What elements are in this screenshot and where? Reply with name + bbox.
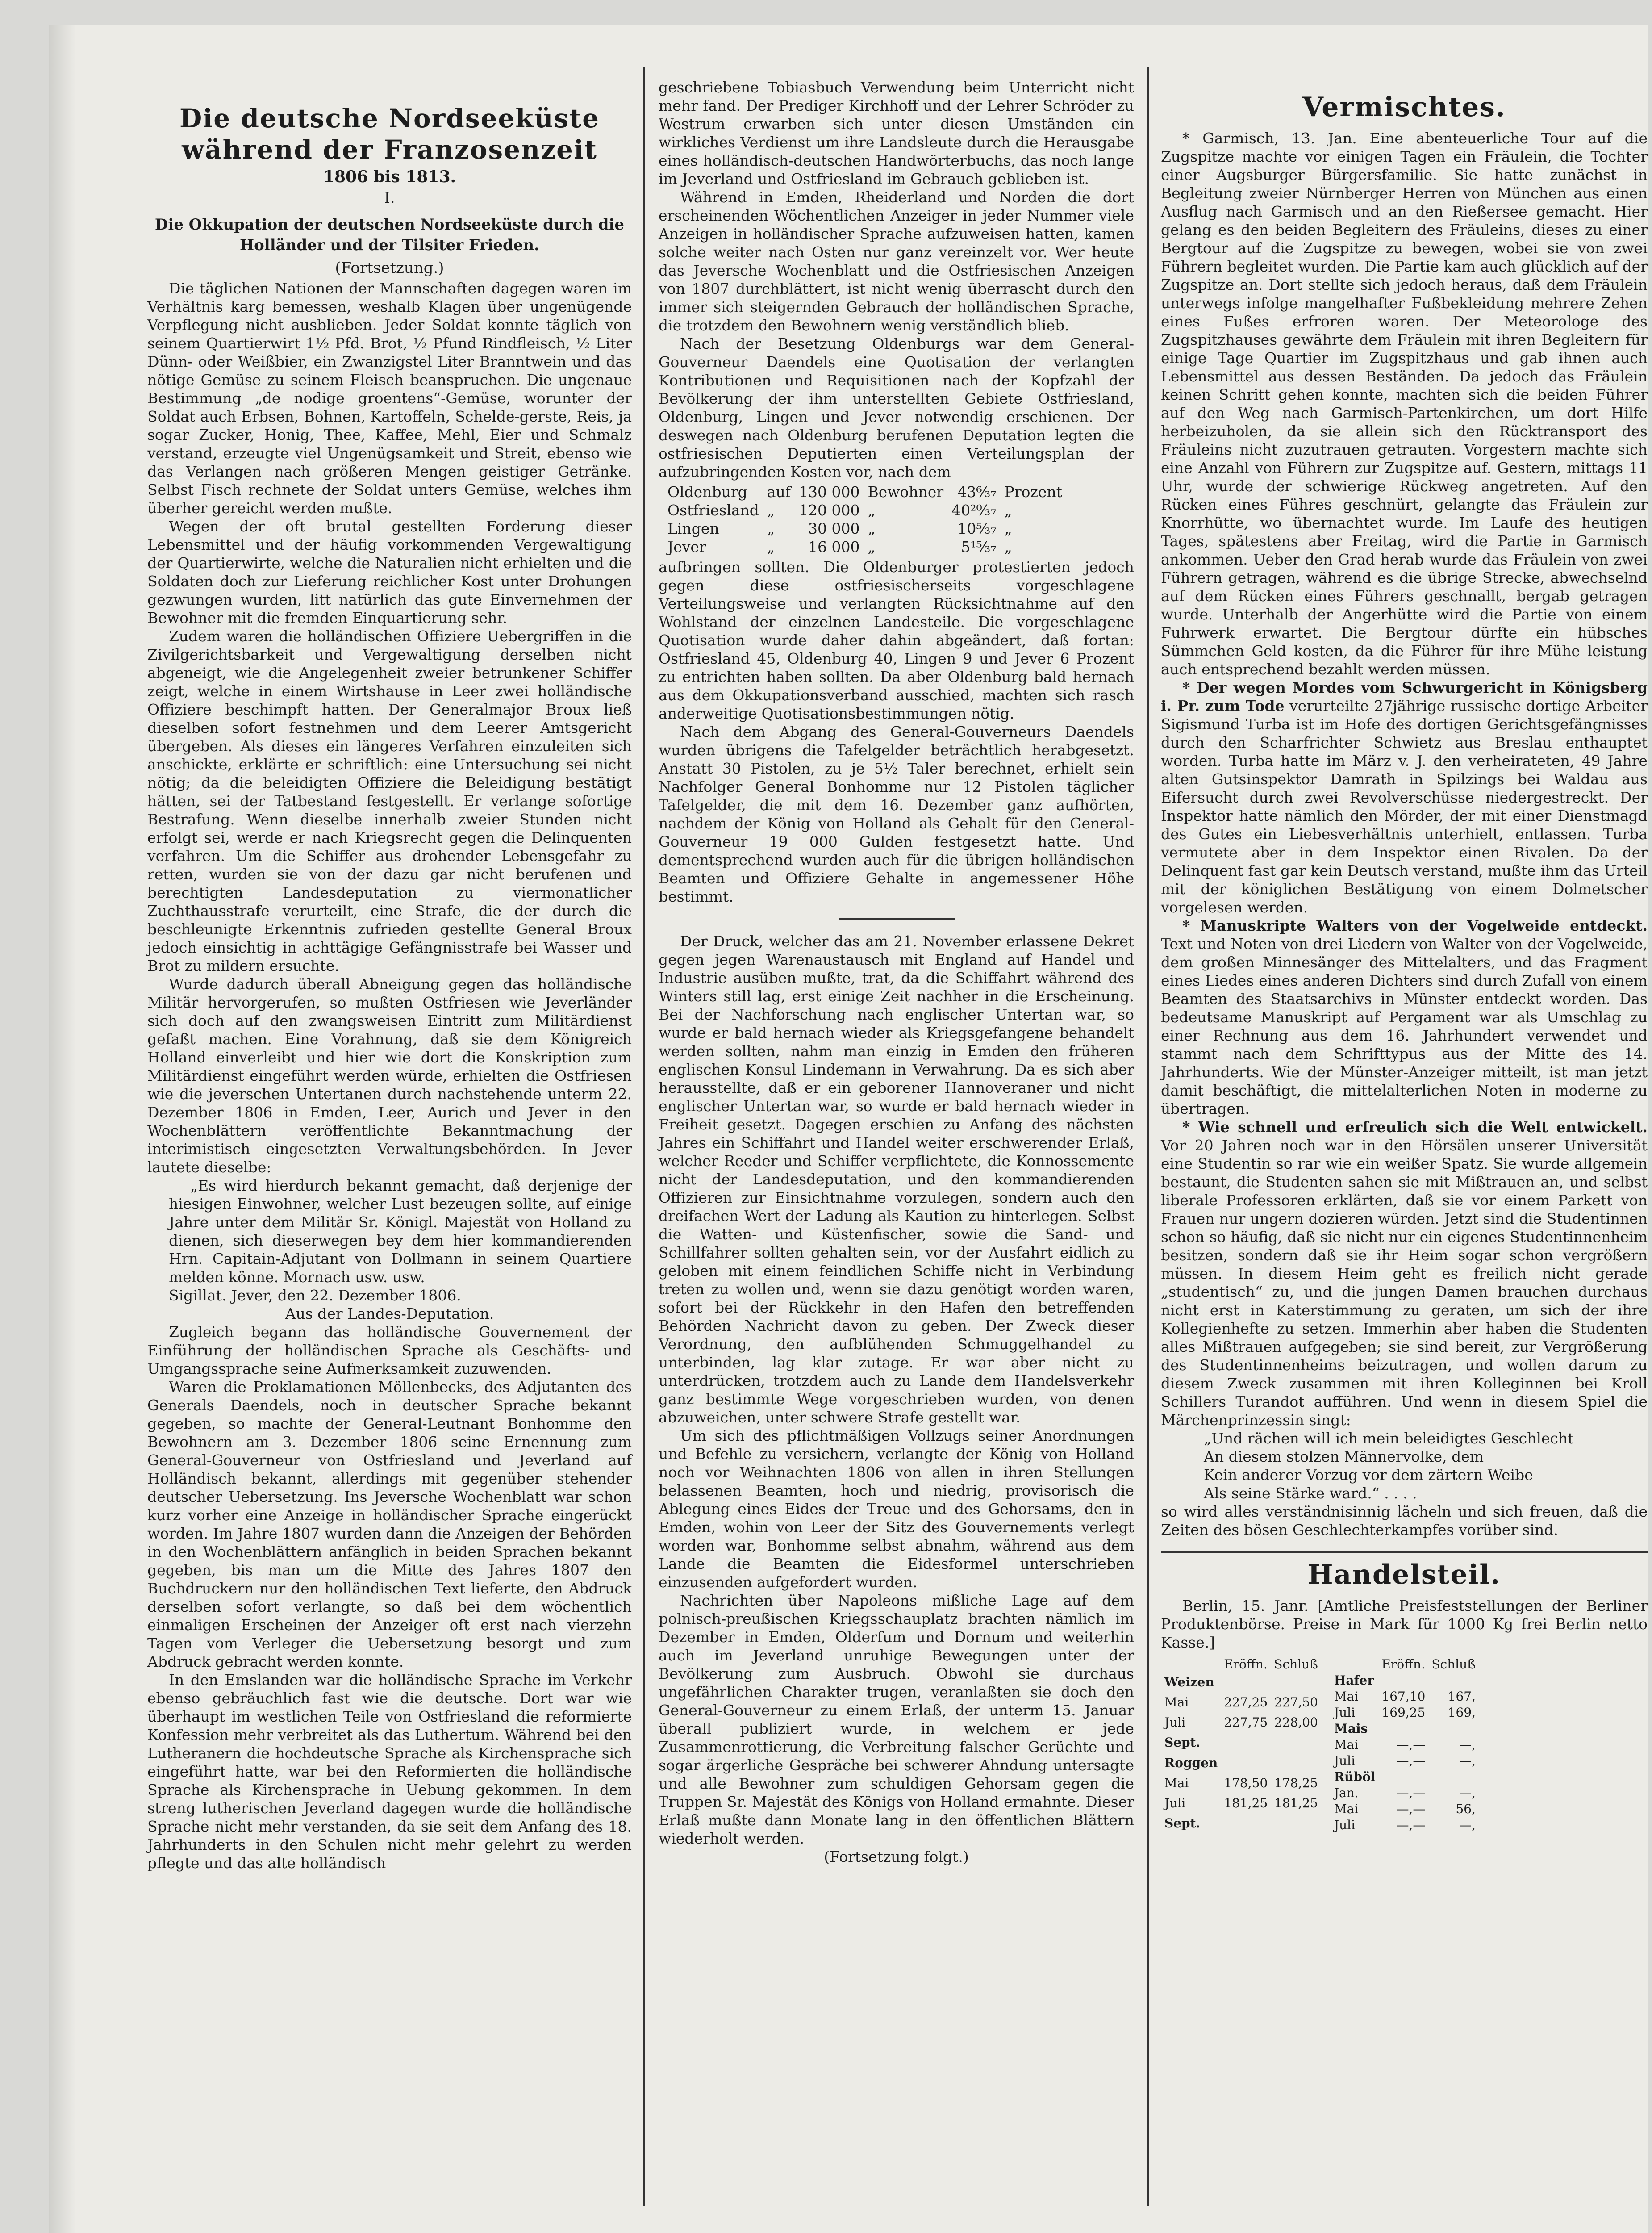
market-open (1379, 1673, 1428, 1688)
paragraph: Nachrichten über Napoleons mißliche Lage auf dem polnisch-preußischen Kriegsschauplatz brachten nämlich im Dezember in Emden, Olderfum und Dornum und weiterhin auch im Jeverland unruhige Bewegungen unter der Bevölkerung zum Ausbruch. Obwohl sie durchaus ungefährlichen Charakter trugen, veranlaßten sie doch den General-Gouverneur zu einem Erlaß, der unterm 15. Januar überall publiziert wurde, in welchem er jede Zusammenrottierung, die Verbreitung falscher Gerüchte und sogar ärgerliche Gespräche bei schwerer Ahndung untersagte und alle Bewohner zum schuldigen Gehorsam gegen die Truppen Sr. Majestät des Königs von Holland ermahnte. Dieser Erlaß mußte dann Monate lang in den öffentlichen Blättern wiederholt werden. (659, 1592, 1134, 1847)
market-row (1331, 1689, 1478, 1704)
market-row (1331, 1721, 1478, 1736)
news-item-heading: * Manuskripte Walters von der Vogelweide entdeckt. (1182, 917, 1648, 934)
market-row (1162, 1673, 1321, 1692)
quotisation-row (667, 501, 1070, 519)
sigillat-line: Sigillat. Jever, den 22. Dezember 1806. (169, 1287, 461, 1304)
market-open (1221, 1754, 1270, 1773)
article-title (147, 103, 632, 165)
market-table-left (1161, 1656, 1322, 1834)
trade-heading: Handelsteil. (1307, 1559, 1501, 1590)
market-row (1162, 1713, 1321, 1732)
quotisation-share: 43⁶⁄₃₇ (957, 483, 997, 501)
quotisation-row (667, 538, 1070, 556)
paragraph: Um sich des pflichtmäßigen Vollzugs seiner Anordnungen und Befehle zu versichern, verlangte der König von Holland noch vor Weihnachten 1806 von allen in ihren Stellungen belassenen Beamten, hoch und niedrig, provisorisch die Ablegung eines Eides der Treue und des Gehorsams, den in Emden, wohin von Leer der Sitz des Gouvernements verlegt worden war, Bonhomme selbst abnahm, während aus dem Lande die Beamten die Eidesformel unterschrieben einzusenden aufgefordert wurden. (659, 1427, 1134, 1591)
market-close (1271, 1814, 1321, 1833)
market-item: Hafer (1334, 1673, 1374, 1688)
market-row (1162, 1693, 1321, 1712)
quotisation-region: Ostfriesland (667, 502, 759, 519)
market-open: 227,25 (1224, 1695, 1268, 1710)
market-open (1221, 1814, 1270, 1833)
title-line-1: Die deutsche Nordseeküste (179, 103, 600, 134)
quotisation-unit: „ (868, 520, 876, 537)
market-close: 167, (1448, 1689, 1476, 1704)
market-open: 178,50 (1224, 1776, 1268, 1791)
paragraph: Zudem waren die holländischen Offiziere Uebergriffen in die Zivilgerichtsbarkeit und Vergewaltigung derselben nicht abgeneigt, wie die Angelegenheit zweier betrunkener Schiffer zeigt, welche in einem Wirtshause in Leer zwei holländische Offiziere beschimpft hatten. Der Generalmajor Broux ließ dieselben sofort festnehmen und dem Leerer Amtsgericht übergeben. Als dieses ein längeres Verfahren einzuleiten sich anschickte, erklärte er schriftlich: eine Untersuchung sei nicht nötig; da die beleidigten Offiziere die Beleidigung bestätigt hätten, sei der Tatbestand festgestellt. Er verlange sofortige Bestrafung. Wenn dieselbe innerhalb zweier Stunden nicht erfolgt sei, werde er nach Kriegsrecht gegen die Delinquenten verfahren. Um die Schiffer aus drohender Lebensgefahr zu retten, wurden sie von der dazu gar nicht berufenen und berechtigten Landesdeputation zu viermonatlicher Zuchthausstrafe verurteilt, eine Strafe, die der durch die beschleunigte Erkenntnis zufrieden gestellte General Broux jedoch einsichtig in achttägige Gefängnisstrafe bei Wasser und Brot zu mildern ersuchte. (147, 627, 632, 974)
quotisation-region: Oldenburg (667, 483, 747, 501)
market-item: Juli (1334, 1818, 1356, 1832)
paragraph: geschriebene Tobiasbuch Verwendung beim Unterricht nicht mehr fand. Der Prediger Kirchhoff und der Lehrer Schröder zu Westrum erwarben sich unter diesen Umständen ein wirkliches Verdienst um ihre Landsleute durch die Herausgabe eines holländisch-deutschen Handwörterbuchs, das noch lange im Jeverland und Ostfriesland im Gebrauch geblieben ist. (659, 79, 1134, 188)
market-open: —,— (1396, 1737, 1426, 1752)
market-prices (1161, 1656, 1648, 1834)
quotisation-prefix: auf (767, 483, 791, 501)
market-close (1429, 1721, 1478, 1736)
market-open: —,— (1396, 1786, 1426, 1800)
market-item: Juli (1334, 1753, 1356, 1768)
market-close: —, (1459, 1737, 1476, 1752)
news-item: * Garmisch, 13. Jan. Eine abenteuerliche Tour auf die Zugspitze machte vor einigen Tagen ein Fräulein, die Tochter einer Augsburger Bürgersfamilie. Sie hatte zunächst in Begleitung zweier Nürnberger Herren von München aus einen Ausflug nach Garmisch und an den Rießersee gemacht. Hier gelang es den beiden Begleitern des Fräuleins, dieses zu einer Bergtour auf die Zugspitze zu bewegen, wobei sie von zwei Führern begleitet wurden. Die Partie kam auch glücklich auf der Zugspitze an. Dort stellte sich jedoch heraus, daß dem Fräulein unterwegs infolge mangelhafter Fußbekleidung mehrere Zehen eines Fußes erfroren waren. Der Meteorologe des Zugspitzhauses gewährte dem Fräulein mit ihren Begleitern für einige Tage Quartier im Zugspitzhaus und gab ihnen auch Lebensmittel aus dessen Beständen. Da jedoch das Fräulein keinen Schritt gehen konnte, machten sich die beiden Führer auf den Weg nach Garmisch-Partenkirchen, um dort Hilfe herbeizuholen, da sie allein sich den Rücktransport des Fräuleins nicht zuzutrauen getrauten. Vorgestern machte sich eine Anzahl von Führern zur Zugspitze auf. Gestern, mittags 11 Uhr, wurde der schwierige Rückweg angetreten. Auf den Rücken eines Führes geschnürt, gelangte das Fräulein zur Knorrhütte, wo übernachtet wurde. Im Laufe des heutigen Tages, spätestens aber Freitag, wird die Partie in Garmisch ankommen. Ueber den Grad herab wurde das Fräulein von zwei Führern getragen, während es die übrige Strecke, abwechselnd auf dem Rücken eines Führers geschnallt, bergab getragen wurde. Unterhalb der Angerhütte wird die Partie von einem Fuhrwerk erwartet. Die Bergtour dürfte ein hübsches Sümmchen Geld kosten, da die Führer für ihre Mühe leistung auch entsprechend bezahlt werden müssen. (1161, 130, 1648, 678)
paragraph: In den Emslanden war die holländische Sprache im Verkehr ebenso gebräuchlich fast wie die deutsche. Dort war wie überhaupt im westlichen Teile von Ostfriesland die reformierte Konfession mehr verbreitet als das Luthertum. Während bei den Lutheranern die hochdeutsche Sprache als Kirchensprache sich eingeführt hatte, war bei den Reformierten die holländische Sprache als Kirchensprache in Uebung gekommen. In dem streng lutherischen Jeverland dagegen wurde die holländische Sprache nicht mehr verstanden, da sie seit dem Anfang des 18. Jahrhunderts in den Schulen nicht mehr gelehrt zu werden pflegte und das alte holländisch (147, 1671, 632, 1872)
market-close (1429, 1673, 1478, 1688)
market-item: Rüböl (1334, 1769, 1376, 1784)
market-item: Sept. (1164, 1735, 1201, 1750)
quotisation-row (667, 483, 1070, 501)
quotisation-prefix: „ (767, 538, 775, 556)
paragraph: Nach der Besetzung Oldenburgs war dem General-Gouverneur Daendels eine Quotisation der verlangten Kontributionen und Requisitionen nach der Kopfzahl der Bevölkerung der ihm unterstellten Gebiete Ostfriesland, Oldenburg, Lingen und Jever notwendig erschienen. Der deswegen nach Oldenburg berufenen Deputation legten die ostfriesischen Deputierten einen Verteilungsplan der aufzubringenden Kosten vor, nach dem (659, 335, 1134, 481)
news-item-text: Text und Noten von drei Liedern von Walter von der Vogelweide, dem großen Minnesänger des Mittelalters, und das Fragment eines Liedes eines anderen Dichters sind durch Zufall von einem Beamten des Staatsarchivs in Münster entdeckt worden. Das bedeutsame Manuskript auf Pergament war als Umschlag zu einer Rechnung aus dem 16. Jahrhundert verwendet und stammt nach dem Schrifttypus aus der Mitte des 14. Jahrhunderts. Wie der Münster-Anzeiger mitteilt, ist man jetzt damit beschäftigt, die mittelalterlichen Noten in moderne zu übertragen. (1161, 935, 1648, 1117)
quotisation-unit: Bewohner (868, 483, 944, 501)
verse-line: Als seine Stärke ward.“ . . . . (1204, 1484, 1417, 1502)
quotisation-pop: 130 000 (799, 483, 860, 501)
quotisation-region: Jever (667, 538, 706, 556)
market-item: Roggen (1164, 1756, 1218, 1771)
to-be-continued: (Fortsetzung folgt.) (824, 1848, 969, 1865)
trade-intro: Berlin, 15. Janr. [Amtliche Preisfeststellungen der Berliner Produktenbörse. Preise in Mark für 1000 Kg frei Berlin netto Kasse.] (1161, 1597, 1648, 1651)
col-close-header: Schluß (1274, 1657, 1318, 1672)
market-row (1331, 1818, 1478, 1833)
quotisation-share: 40²⁰⁄₃₇ (951, 502, 997, 519)
paragraph: Wurde dadurch überall Abneigung gegen das holländische Militär hervorgerufen, so mußten Ostfriesen wie Jeverländer sich doch auf den zwangsweisen Eintritt zum Militärdienst gefaßt machen. Eine Vorahnung, daß sie dem Königreich Holland einverleibt und hier wie dort die Konskription zum Militärdienst eingeführt werden würde, erhielten die Ostfriesen wie die jeverschen Untertanen durch nachstehende unterm 22. Dezember 1806 in Emden, Leer, Aurich und Jever in den Wochenblättern veröffentlichte Bekanntmachung der interimistisch eingesetzten Verwaltungsbehörden. In Jever lautete dieselbe: (147, 975, 632, 1176)
column-1 (147, 78, 632, 1872)
market-open: 169,25 (1381, 1705, 1426, 1720)
market-item: Mai (1334, 1737, 1359, 1752)
article-years: 1806 bis 1813. (323, 167, 456, 186)
market-item: Mais (1334, 1721, 1368, 1736)
market-open: 181,25 (1224, 1795, 1268, 1811)
section-heading: Die Okkupation der deutschen Nordseeküste durch die Holländer und der Tilsiter Frieden. (154, 216, 625, 254)
quotisation-label: „ (1004, 538, 1012, 556)
market-row (1162, 1754, 1321, 1773)
market-row (1331, 1753, 1478, 1769)
market-close: 181,25 (1274, 1795, 1318, 1811)
paragraph: Während in Emden, Rheiderland und Norden die dort erscheinenden Wöchentlichen Anzeiger in jeder Nummer viele Anzeigen in holländischer Sprache aufzuweisen hatten, kamen solche weiter nach Osten nur ganz vereinzelt vor. Wer heute das Jeversche Wochenblatt und die Ostfriesischen Anzeigen von 1807 durchblättert, ist nicht wenig überrascht durch den immer sich steigernden Gebrauch der holländischen Sprache, die trotzdem den Bewohnern wenig verständlich blieb. (659, 188, 1134, 334)
section-divider (839, 918, 955, 920)
market-open: 167,10 (1381, 1689, 1426, 1704)
market-close (1271, 1754, 1321, 1773)
paragraph: aufbringen sollten. Die Oldenburger protestierten jedoch gegen diese ostfriesischerseits vorgeschlagene Verteilungsweise und verlangten Rücksichtnahme auf den Wohlstand der einzelnen Landesteile. Die vorgeschlagene Quotisation wurde daher dahin abgeändert, daß fortan: Ostfriesland 45, Oldenburg 40, Lingen 9 und Jever 6 Prozent zu entrichten haben sollten. Da aber Oldenburg bald hernach aus dem Okkupationsverband ausschied, machten sich rasch anderweitige Quotisationsbestimmungen nötig. (659, 558, 1134, 722)
news-item-heading: * Wie schnell und erfreulich sich die Welt entwickelt. (1182, 1118, 1648, 1136)
market-open: —,— (1396, 1753, 1426, 1768)
market-item: Mai (1164, 1776, 1189, 1791)
signature-line: Aus der Landes-Deputation. (285, 1305, 494, 1322)
market-close (1271, 1673, 1321, 1692)
market-row (1331, 1786, 1478, 1801)
quotisation-prefix: „ (767, 502, 775, 519)
market-row (1162, 1794, 1321, 1813)
quotisation-pop: 120 000 (799, 502, 860, 519)
misc-heading: Vermischtes. (1302, 92, 1506, 123)
market-close: 228,00 (1274, 1714, 1318, 1730)
quoted-notice: „Es wird hierdurch bekannt gemacht, daß derjenige der hiesigen Einwohner, welcher Lust bezeugen sollte, auf einige Jahre unter dem Militär Sr. Königl. Majestät von Holland zu dienen, sich dieserwegen bey dem hier kommandierenden Hrn. Capitain-Adjutant von Dollmann in seinem Quartiere melden könne. Mornach usw. usw. (169, 1177, 632, 1286)
col-open-header: Eröffn. (1381, 1657, 1425, 1672)
paragraph: Nach dem Abgang des General-Gouverneurs Daendels wurden übrigens die Tafelgelder beträchtlich herabgesetzt. Anstatt 30 Pistolen, zu je 5½ Taler berechnet, erhielt sein Nachfolger General Bonhomme nur 12 Pistolen täglicher Tafelgelder, die mit dem 16. Dezember ganz aufhörten, nachdem der König von Holland als Gehalt für den General-Gouverneur 19 000 Gulden festgesetzt hatte. Und dementsprechend wurden auch für die übrigen holländischen Beamten und Offiziere Gehalte in angemessener Höhe bestimmt. (659, 723, 1134, 905)
market-row (1331, 1802, 1478, 1817)
column-2 (659, 78, 1134, 1866)
market-close: —, (1459, 1818, 1476, 1832)
market-item: Mai (1164, 1695, 1189, 1710)
quotisation-label: „ (1004, 520, 1012, 537)
market-row (1162, 1733, 1321, 1752)
quotisation-label: Prozent (1004, 483, 1062, 501)
market-close: 227,50 (1274, 1695, 1318, 1710)
paragraph: Der Druck, welcher das am 21. November erlassene Dekret gegen jegen Warenaustausch mit England auf Handel und Industrie ausüben mußte, trat, da die Schiffahrt während des Winters still lag, erst einige Zeit nachher in die Erscheinung. Bei der Nachforschung nach englischer Untertan war, so wurde er bald hernach wieder als Kriegsgefangene behandelt werden sollten, nahm man einzig in Emden den früheren englischen Konsul Lindemann in Verwahrung. Da es sich aber herausstellte, daß er ein geborener Hannoveraner und nicht englischer Untertan war, so wurde er bald hernach wieder in Freiheit gesetzt. Dagegen erschien zu Anfang des nächsten Jahres ein Schiffahrt und Handel weiter erschwerender Erlaß, welcher Reeder und Schiffer verpflichtete, die Konnossemente nicht der Landesdeputation, und den kommandierenden Offizieren zur Einsichtnahme vorzulegen, sondern auch den dreifachen Wert der Ladung als Kaution zu hinterlegen. Selbst die Watten- und Küstenfischer, sowie die Sand- und Schillfahrer sollten gehalten sein, vor der Ausfahrt eidlich zu geloben mit einem feindlichen Schiffe nicht in Verbindung treten zu wollen und, wenn sie dazu genötigt worden waren, sofort bei der Rückkehr in den Hafen den betreffenden Behörden Nachricht davon zu geben. Der Zweck dieser Verordnung, den aufblühenden Schmuggelhandel zu unterbinden, lag klar zutage. Er war aber nicht zu unterdrücken, trotzdem auch zu Lande dem Handelsverkehr ganz bestimmte Wege vorgeschrieben wurden, von denen abzuweichen, unter schwere Strafe gestellt war. (659, 933, 1134, 1426)
verse-block (1161, 1429, 1648, 1502)
market-row (1331, 1737, 1478, 1752)
article-part: I. (384, 189, 395, 207)
market-open: —,— (1396, 1818, 1426, 1832)
section-divider (1161, 1551, 1648, 1553)
column-3 (1161, 78, 1648, 1834)
quotisation-unit: „ (868, 538, 876, 556)
quotisation-unit: „ (868, 502, 876, 519)
market-open: —,— (1396, 1802, 1426, 1816)
market-open (1221, 1733, 1270, 1752)
quotisation-table (667, 483, 1070, 556)
col-close-header: Schluß (1431, 1657, 1476, 1672)
news-item-text: Vor 20 Jahren noch war in den Hörsälen unserer Universität eine Studentin so rar wie ein weißer Spatz. Sie wurde allgemein bestaunt, die Studenten sahen sie mit Mißtrauen an, und selbst liberale Professoren erklärten, daß sie vor einem Parkett von Frauen nur ungern dozieren würden. Jetzt sind die Studentinnen schon so häufig, daß sie nicht nur ein eigenes Studentinnenheim besitzen, sondern daß sie ihr Heim sogar schon vergrößern müssen. In diesem Heim geht es freilich nicht gerade „studentisch“ zu, und die jungen Damen brauchen durchaus nicht erst in Katerstimmung zu geraten, um sich der ihre Kollegienhefte zu setzen. Immerhin aber haben die Studenten alles Mißtrauen aufgegeben; sie sind bereit, zur Vergrößerung des Studentinnenheims beizutragen, und wollen darum zu diesem Zweck zusammen mit ihren Kolleginnen bei Kroll Schillers Turandot aufführen. Und wenn in diesem Spiel die Märchenprinzessin singt: (1161, 1137, 1648, 1429)
quotisation-region: Lingen (667, 520, 719, 537)
market-row (1331, 1769, 1478, 1785)
market-close: —, (1459, 1786, 1476, 1800)
market-item: Juli (1164, 1714, 1186, 1730)
market-item: Juli (1334, 1705, 1356, 1720)
market-open: 227,75 (1224, 1714, 1268, 1730)
paragraph: Zugleich begann das holländische Gouvernement der Einführung der holländischen Sprache als Geschäfts- und Umgangssprache seine Aufmerksamkeit zuzuwenden. (147, 1323, 632, 1377)
market-table-right (1331, 1656, 1479, 1834)
quotisation-row (667, 519, 1070, 538)
column-rule (643, 67, 645, 2206)
market-close: 178,25 (1274, 1776, 1318, 1791)
quotisation-share: 10⁵⁄₃₇ (957, 520, 997, 537)
market-item: Jan. (1334, 1786, 1359, 1800)
market-row (1162, 1774, 1321, 1793)
market-close: 169, (1448, 1705, 1476, 1720)
market-row (1331, 1673, 1478, 1688)
news-item (1161, 1118, 1648, 1429)
market-item: Weizen (1164, 1675, 1214, 1690)
market-close (1429, 1769, 1478, 1785)
market-close (1271, 1733, 1321, 1752)
market-close: 56, (1456, 1802, 1476, 1816)
continued-note: (Fortsetzung.) (335, 259, 444, 277)
quotisation-pop: 30 000 (808, 520, 860, 537)
market-open (1379, 1769, 1428, 1785)
market-close: —, (1459, 1753, 1476, 1768)
quotisation-prefix: „ (767, 520, 775, 537)
news-item (1161, 916, 1648, 1118)
market-open (1379, 1721, 1428, 1736)
title-line-2: während der Franzosenzeit (182, 134, 597, 165)
quotisation-share: 5¹⁵⁄₃₇ (961, 538, 997, 556)
col-open-header: Eröffn. (1224, 1657, 1268, 1672)
market-item: Mai (1334, 1802, 1359, 1816)
verse-line: Kein anderer Vorzug vor dem zärtern Weibe (1204, 1466, 1533, 1484)
market-open (1221, 1673, 1270, 1692)
news-item (1161, 678, 1648, 916)
paragraph: Wegen der oft brutal gestellten Forderung dieser Lebensmittel und der häufig vorkommenden Vergewaltigung der Quartierwirte, welche die Naturalien nicht erhielten und die Soldaten doch zur Lieferung reichlicher Kost unter Drohungen gezwungen wurden, litt natürlich das gute Einvernehmen der Bewohner mit die fremden Einquartierung sehr. (147, 518, 632, 627)
news-item-end: so wird alles verständnisinnig lächeln und sich freuen, daß die Zeiten des bösen Geschlechterkampfes vorüber sind. (1161, 1503, 1648, 1539)
market-item: Sept. (1164, 1815, 1201, 1831)
news-item-heading: * Der wegen Mordes vom Schwurgericht in Königsberg i. Pr. zum Tode (1161, 679, 1648, 715)
verse-line: „Und rächen will ich mein beleidigtes Geschlecht (1204, 1430, 1574, 1447)
paragraph: Die täglichen Nationen der Mannschaften dagegen waren im Verhältnis karg bemessen, weshalb Klagen über ungenügende Verpflegung nicht ausblieben. Jeder Soldat konnte täglich von seinem Quartierwirt 1½ Pfd. Brot, ½ Pfund Rindfleisch, ½ Liter Dünn- oder Weißbier, ein Zwanzigstel Liter Branntwein und das nötige Gemüse zu seinem Fleisch beanspruchen. Die ungenaue Bestimmung „de nodige groentens“-Gemüse, worunter der Soldat auch Erbsen, Bohnen, Kartoffeln, Schelde-gerste, Reis, ja sogar Zucker, Honig, Thee, Kaffee, Mehl, Eier und Schmalz verstand, erzeugte viel Ungenügsamkeit und Streit, ebenso wie das Verlangen nach größeren Mengen geistiger Getränke. Selbst Fisch rechnete der Soldat unters Gemüse, welches ihm überher gereicht werden mußte. (147, 280, 632, 517)
market-row (1162, 1814, 1321, 1833)
news-item-text: verurteilte 27jährige russische dortige Arbeiter Sigismund Turba ist im Hofe des dortigen Gerichtsgefängnisses durch den Scharfrichter Schwietz aus Breslau enthauptet worden. Turba hatte im März v. J. den verheirateten, 49 Jahre alten Gutsinspektor Damrath in Spilzings bei Waldau aus Eifersucht durch zwei Revolverschüsse niedergestreckt. Der Inspektor hatte nämlich den Mörder, der mit einer Dienstmagd des Gutes ein Liebesverhältnis unterhielt, entlassen. Turba vermutete aber in dem Inspektor einen Rivalen. Da der Delinquent fast gar kein Deutsch verstand, mußte ihm das Urteil mit der königlichen Bestätigung von einem Dolmetscher vorgelesen werden. (1161, 697, 1648, 916)
quotisation-pop: 16 000 (808, 538, 860, 556)
paragraph: Waren die Proklamationen Möllenbecks, des Adjutanten des Generals Daendels, noch in deutscher Sprache bekannt gegeben, so machte der General-Leutnant Bonhomme den Bewohnern am 3. Dezember 1806 seine Ernennung zum General-Gouverneur von Ostfriesland und Jeverland auf Holländisch bekannt, allerdings mit gegenüber stehender deutscher Uebersetzung. Ins Jeversche Wochenblatt war schon kurz vorher eine Anzeige in holländischer Sprache eingerückt worden. Im Jahre 1807 wurden dann die Anzeigen der Behörden in den Wochenblättern anfänglich in beiden Sprachen bekannt gegeben, bis man um die Mitte des Jahres 1807 den Buchdruckern nur den holländischen Text lieferte, den Abdruck derselben sofort verlangte, so daß bei dem wöchentlich einmaligen Erscheinen der Anzeiger oft erst nach vierzehn Tagen vom Verleger die Uebersetzung besorgt und zum Abdruck gebracht werden konnte. (147, 1378, 632, 1670)
market-item: Mai (1334, 1689, 1359, 1704)
quotisation-label: „ (1004, 502, 1012, 519)
column-rule (1147, 67, 1149, 2206)
market-item: Juli (1164, 1795, 1186, 1811)
verse-line: An diesem stolzen Männervolke, dem (1204, 1448, 1484, 1465)
market-row (1331, 1705, 1478, 1720)
